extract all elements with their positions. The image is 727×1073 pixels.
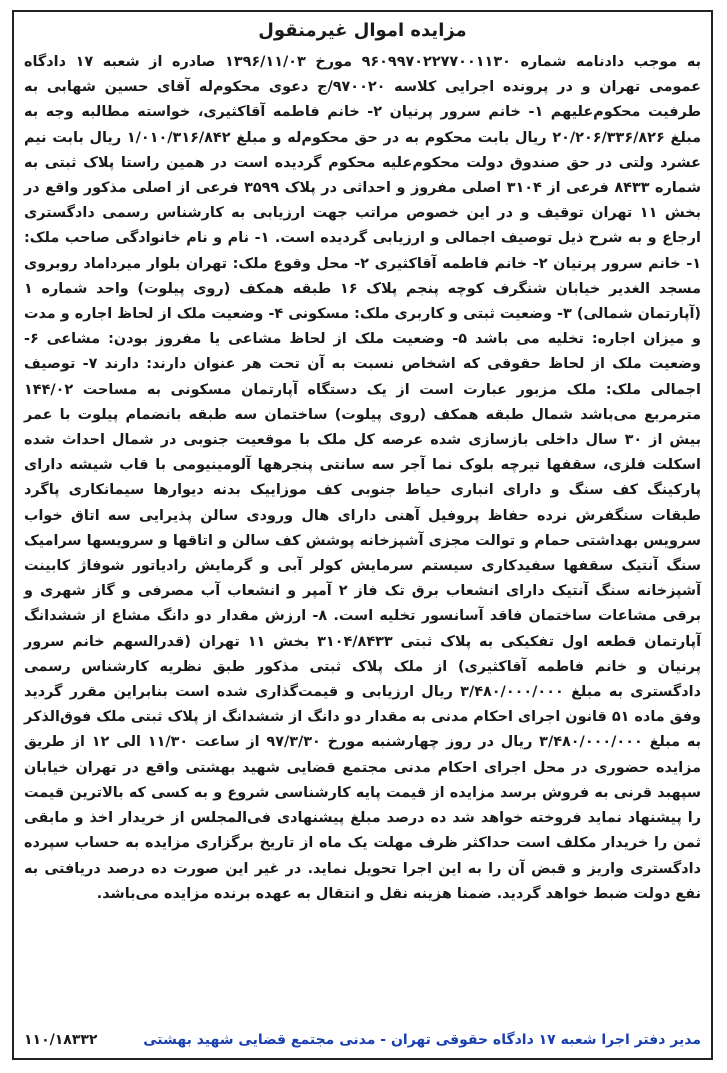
notice-body: به موجب دادنامه شماره ۹۶۰۹۹۷۰۲۲۷۷۰۰۱۱۳۰ مورخ ۱۳۹۶/۱۱/۰۳ صادره از شعبه ۱۷ دادگاه عمومی تهران و در پرونده اجرایی کلاسه ۹۷۰۰۲۰/ج دعوی محکوم‌له آقای حسین شهابی به طرفیت محکوم‌علیهم ۱- خانم سرور پرنیان ۲- خانم فاطمه آقاکثیری، خواسته مطالبه وجه به مبلغ ۲۰/۲۰۶/۳۳۶/۸۲۶ ریال بابت محکوم به در حق محکوم‌له و مبلغ ۱/۰۱۰/۳۱۶/۸۴۲ ریال بابت نیم عشرد ولتی در حق صندوق دولت محکوم‌علیه محکوم گردیده است در همین راستا پلاک ثبتی به شماره ۸۴۳۳ فرعی از ۳۱۰۴ اصلی مفروز و احداثی در پلاک ۳۵۹۹ فرعی از اصلی مذکور واقع در بخش ۱۱ تهران توقیف و در این خصوص مراتب جهت ارزیابی به کارشناس رسمی دادگستری ارجاع و به شرح ذیل توصیف اجمالی و ارزیابی گردیده است. ۱- نام و نام خانوادگی صاحب ملک: ۱- خانم سرور پرنیان ۲- خانم فاطمه آقاکثیری ۲- محل وقوع ملک: تهران بلوار میرداماد روبروی مسجد الغدیر خیابان شنگرف کوچه پنجم پلاک ۱۶ طبقه همکف (روی پیلوت) واحد شماره ۱ (آپارتمان شمالی) ۳- وضعیت ثبتی و کاربری ملک: مسکونی ۴- وضعیت ملک از لحاظ اجاره و مدت و میزان اجاره: تخلیه می باشد ۵- وضعیت ملک از لحاظ مشاعی یا مفروز بودن: مشاعی ۶- وضعیت ملک از لحاظ حقوقی که اشخاص نسبت به آن تحت هر عنوان دارند: دارند ۷- توصیف اجمالی ملک: ملک مزبور عبارت است از یک دستگاه آپارتمان مسکونی به مساحت ۱۴۴/۰۲ مترمربع می‌باشد شمال طبقه همکف (روی پیلوت) ساختمان سه طبقه بانضمام پیلوت با عمر بیش از ۳۰ سال داخلی بازسازی شده عرصه کل ملک با موقعیت جنوبی در شمال احداث شده اسکلت فلزی، سقفها تیرچه بلوک نما آجر سه سانتی پنجرهها آلومینیومی با قاب شیشه دارای پارکینگ کف سنگ و دارای انباری حیاط جنوبی کف موزاییک بدنه دیوارها سیمانکاری پاگرد طبقات سنگفرش نرده حفاظ پروفیل آهنی دارای هال ورودی سالن پذیرایی سه اتاق خواب سرویس بهداشتی حمام و توالت مجزی آشپزخانه پوشش کف سالن و اتاقها و سرویسها سرامیک سنگ آنتیک سقفها سفیدکاری سیستم سرمایش کولر آبی و گرمایش رادیاتور شوفاژ کابینت آشپزخانه سنگ آنتیک دارای انشعاب برق تک فاز ۲ آمپر و انشعاب آب مصرفی و گاز شهری و برقی مشاعات ساختمان فاقد آسانسور تخلیه است. ۸- ارزش مقدار دو دانگ مشاع از ششدانگ آپارتمان قطعه اول تفکیکی به پلاک ثبتی ۳۱۰۴/۸۴۳۳ بخش ۱۱ تهران (قدرالسهم خانم سرور پرنیان و خانم فاطمه آقاکثیری) از ملک پلاک ثبتی مذکور طبق نظریه کارشناس رسمی دادگستری به مبلغ ۳/۴۸۰/۰۰۰/۰۰۰ ریال ارزیابی و قیمت‌گذاری شده است بنابراین مقرر گردید وفق ماده ۵۱ قانون اجرای احکام مدنی به مقدار دو دانگ از ششدانگ از پلاک ثبتی ملک فوق‌الذکر به مبلغ ۳/۴۸۰/۰۰۰/۰۰۰ ریال در روز چهارشنبه مورخ ۹۷/۳/۳۰ از ساعت ۱۱/۳۰ الی ۱۲ از طریق مزایده حضوری در محل اجرای احکام مدنی مجتمع قضایی شهید بهشتی واقع در تهران خیابان سپهبد قرنی به فروش برسد مزایده از قیمت پایه کارشناسی شروع و به کسی که بالاترین قیمت را پیشنهاد نماید فروخته خواهد شد ده درصد مبلغ پیشنهادی فی‌المجلس از خریدار اخذ و مابقی ثمن را خریدار مکلف است حداکثر ظرف مهلت یک ماه از تاریخ برگزاری مزایده به حساب سپرده دادگستری واریز و قبض آن را به این اجرا تحویل نماید. در غیر این صورت ده درصد دریافتی به نفع دولت ضبط خواهد گردید. ضمنا هزینه نقل و انتقال به عهده برنده مزایده می‌باشد. xyxy=(24,54,702,902)
notice-frame xyxy=(12,10,713,1060)
signature-line: مدیر دفتر اجرا شعبه ۱۷ دادگاه حقوقی تهران - مدنی مجتمع قضایی شهید بهشتی xyxy=(143,1032,701,1048)
notice-title: مزایده اموال غیرمنقول xyxy=(258,20,467,41)
notice-footer xyxy=(24,1028,701,1052)
notice-code: ۱۱۰/۱۸۳۳۲ xyxy=(24,1032,98,1048)
